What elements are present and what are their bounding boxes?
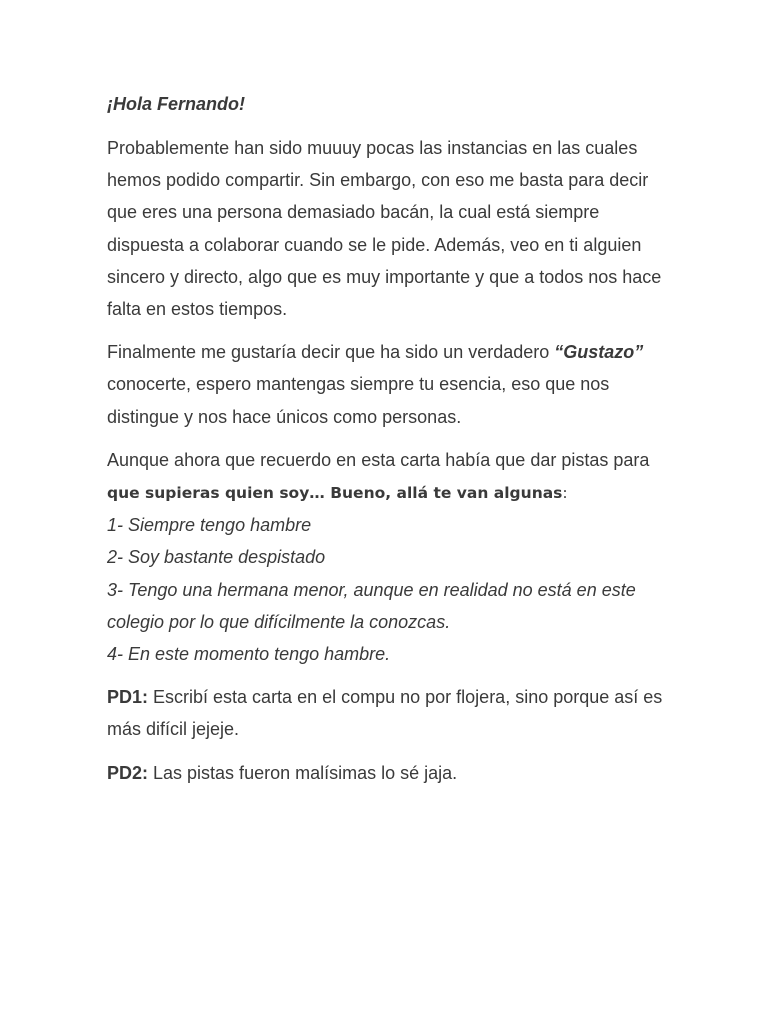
postscript-2-text: Las pistas fueron malísimas lo sé jaja.: [148, 762, 458, 783]
postscript-1-label: PD1:: [107, 687, 149, 708]
clue-item: 3- Tengo una hermana menor, aunque en realidad no está en este colegio por lo que difícilmente la conozcas.: [107, 579, 636, 632]
postscript-2: [107, 757, 667, 789]
clues-intro-line-2: [107, 484, 568, 502]
paragraph-2-start: Finalmente me gustaría decir que ha sido un verdadero: [107, 342, 555, 363]
clues-intro: [107, 444, 667, 509]
clue-item: 2- Soy bastante despistado: [107, 547, 326, 568]
postscript-1-text: Escribí esta carta en el compu no por flojera, sino porque así es más difícil jejeje.: [107, 687, 663, 740]
paragraph-2: [107, 336, 667, 433]
clues-intro-bold: que supieras quien soy… Bueno, allá te van algunas: [107, 484, 563, 503]
clues-list: [107, 509, 667, 670]
paragraph-2-end: conocerte, espero mantengas siempre tu esencia, eso que nos distingue y nos hace únicos como personas.: [107, 374, 610, 427]
greeting: ¡Hola Fernando!: [107, 94, 245, 114]
gustazo-emphasis: “Gustazo”: [554, 342, 644, 363]
postscript-2-label: PD2:: [107, 762, 149, 783]
clue-item: 1- Siempre tengo hambre: [107, 515, 312, 536]
clues-intro-colon: :: [562, 484, 568, 503]
paragraph-1: Probablemente han sido muuuy pocas las instancias en las cuales hemos podido compartir. Sin embargo, con eso me basta para decir que eres una persona demasiado bacán, la cual está siempre dispuesta a colaborar cuando se le pide. Además, veo en ti alguien sincero y directo, algo que es muy importante y que a todos nos hace falta en estos tiempos.: [107, 138, 662, 320]
letter-body: [107, 88, 667, 800]
postscript-1: [107, 681, 667, 745]
clue-item: 4- En este momento tengo hambre.: [107, 644, 391, 665]
clues-intro-line-1: Aunque ahora que recuerdo en esta carta había que dar pistas para: [107, 449, 650, 470]
